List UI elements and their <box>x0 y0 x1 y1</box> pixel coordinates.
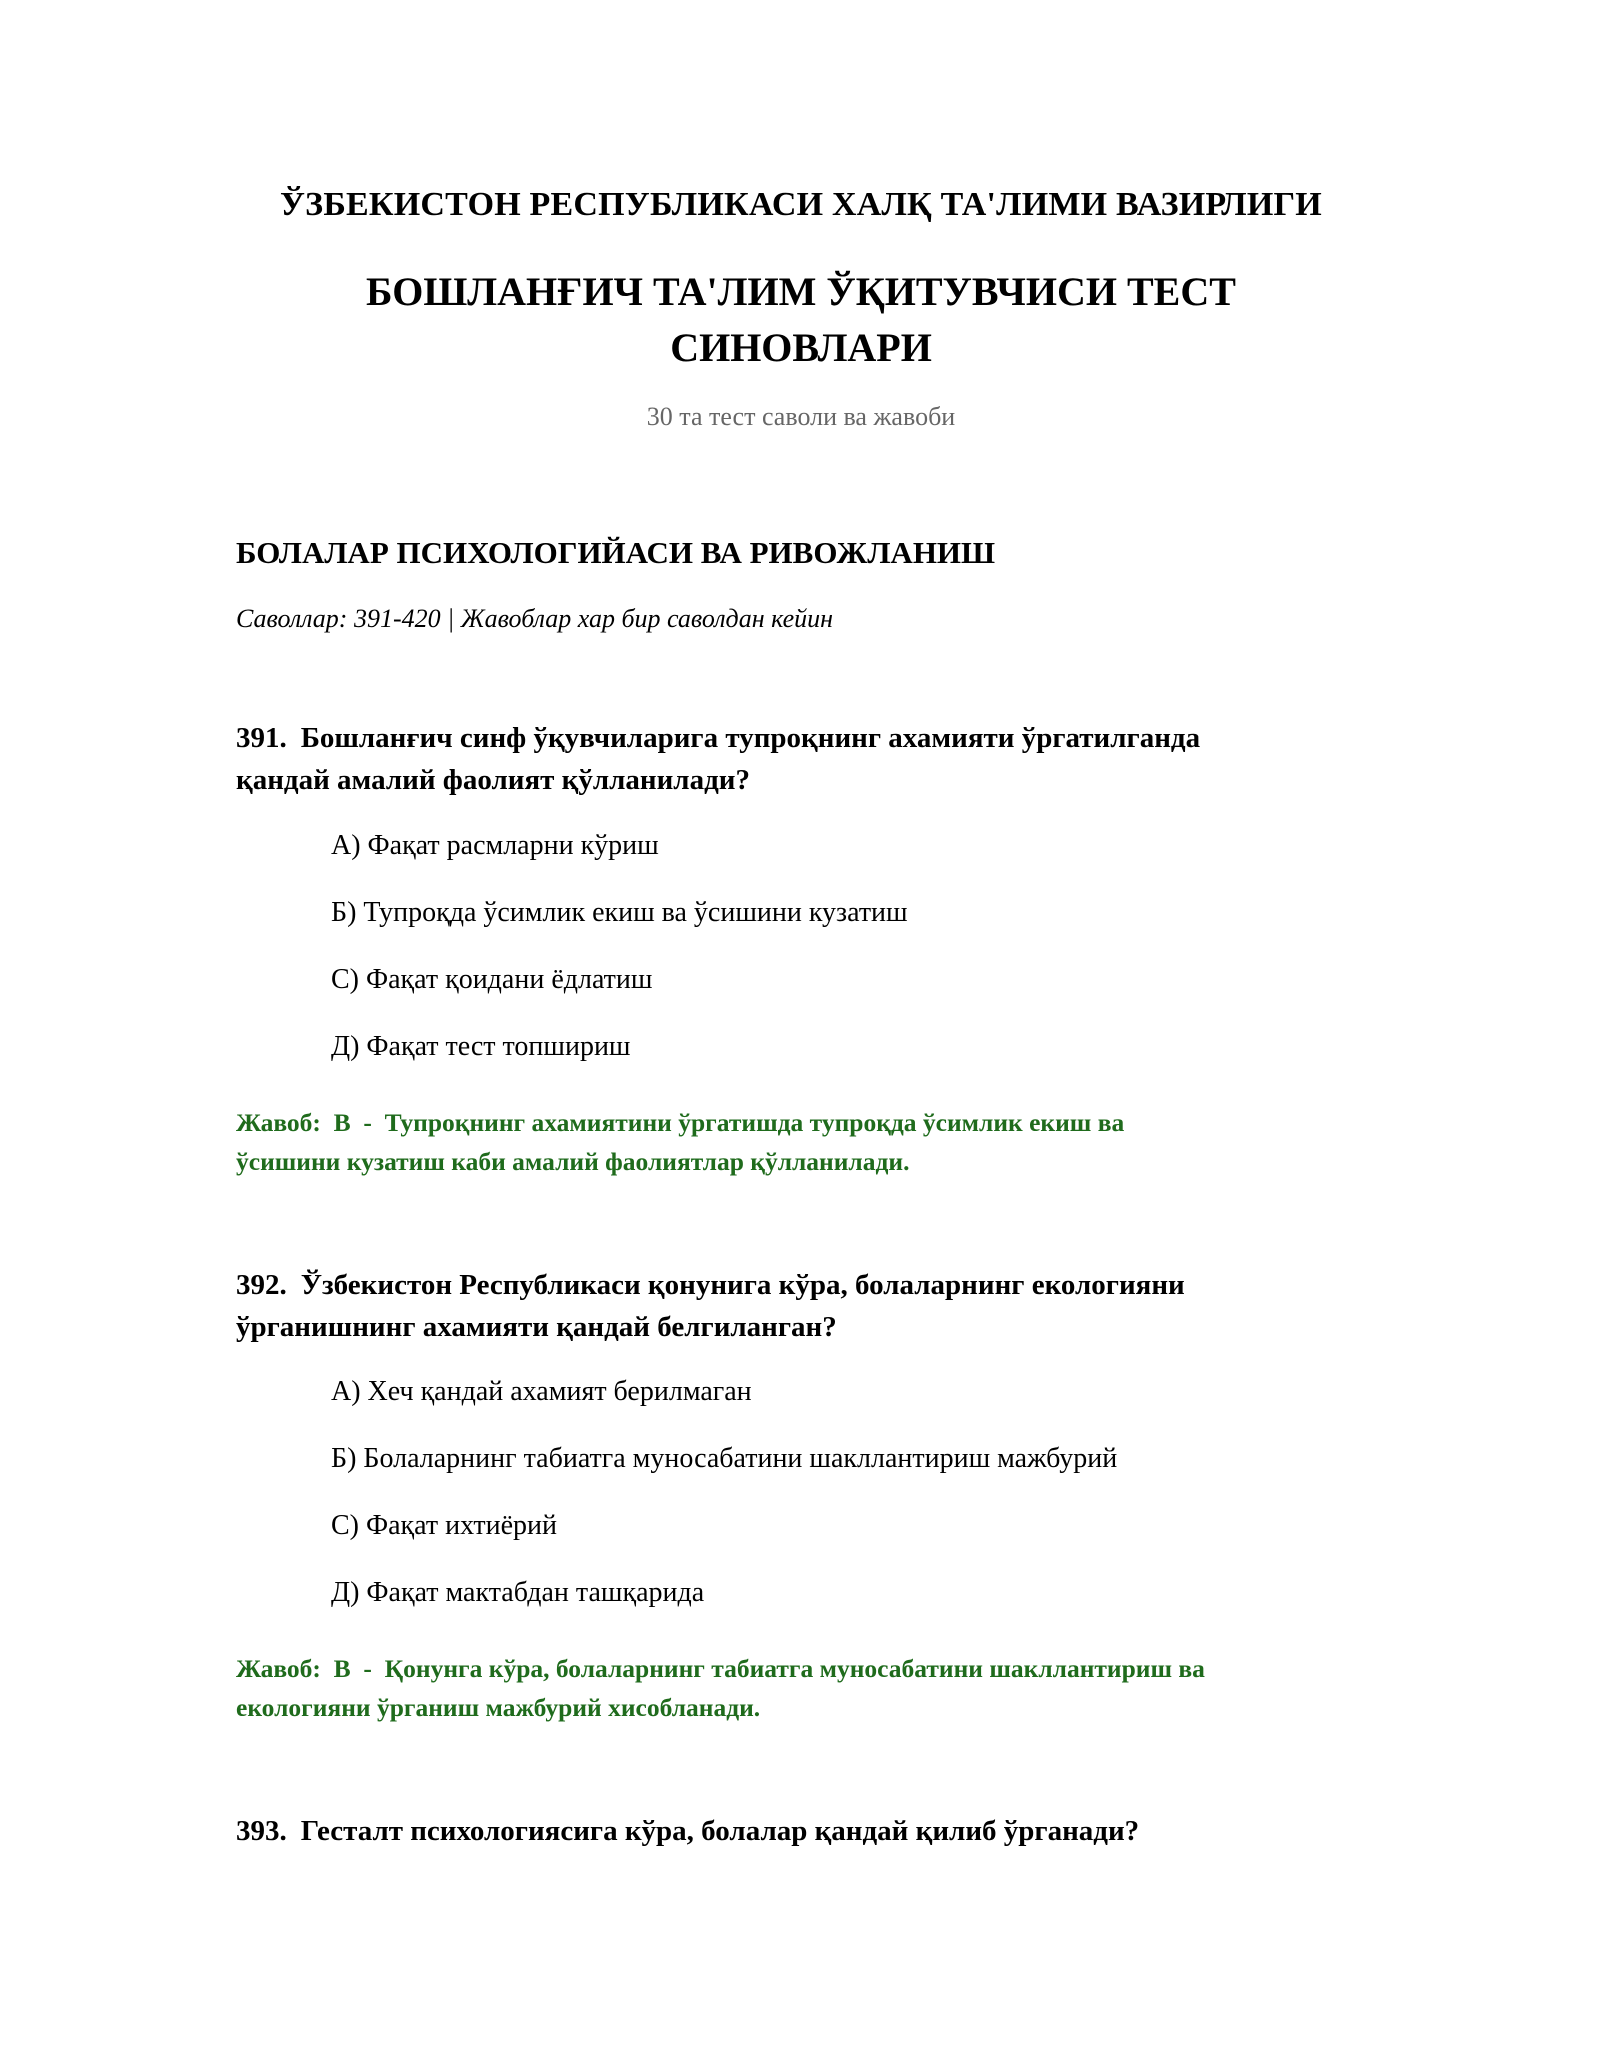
option-a: А) Хеч қандай ахамият берилмаган <box>331 1376 752 1407</box>
answer-392 <box>236 1649 1366 1727</box>
question-text: Гесталт психологиясига кўра, болалар қандай қилиб ўрганади? <box>300 1815 1140 1847</box>
question-text-line-2: ўрганишнинг ахамияти қандай белгиланган? <box>236 1311 837 1343</box>
question-text-line-2: қандай амалий фаолият қўлланилади? <box>236 764 750 796</box>
question-number: 392. <box>236 1269 287 1301</box>
option-b: Б) Тупроқда ўсимлик екиш ва ўсишини кузатиш <box>331 897 908 928</box>
question-393 <box>236 1810 1366 1852</box>
document-subtitle: 30 та тест саволи ва жавоби <box>646 402 956 431</box>
option-d: Д) Фақат тест топшириш <box>331 1031 631 1062</box>
question-text-line-1 <box>236 1810 1366 1852</box>
section-title: БОЛАЛАР ПСИХОЛОГИЙАСИ ВА РИВОЖЛАНИШ <box>236 535 996 570</box>
answer-391 <box>236 1103 1366 1181</box>
answer-line-1: Жавоб: B - Тупроқнинг ахамиятини ўргатишда тупроқда ўсимлик екиш ва <box>236 1108 1125 1137</box>
option-a: А) Фақат расмларни кўриш <box>331 830 659 861</box>
answer-line-2: екологияни ўрганиш мажбурий хисобланади. <box>236 1693 761 1722</box>
document-title-line-1: БОШЛАНҒИЧ ТА'ЛИМ ЎҚИТУВЧИСИ ТЕСТ <box>366 269 1236 314</box>
question-text: Ўзбекистон Республикаси қонунига кўра, болаларнинг екологияни <box>300 1269 1185 1301</box>
ministry-heading: ЎЗБЕКИСТОН РЕСПУБЛИКАСИ ХАЛҚ ТА'ЛИМИ ВАЗИРЛИГИ <box>280 186 1322 223</box>
answer-line-1: Жавоб: B - Қонунга кўра, болаларнинг табиатга муносабатини шакллантириш ва <box>236 1654 1205 1683</box>
option-d: Д) Фақат мактабдан ташқарида <box>331 1577 705 1608</box>
question-text-line-1 <box>236 717 1366 759</box>
question-number: 391. <box>236 722 287 754</box>
question-number: 393. <box>236 1815 287 1847</box>
question-391 <box>236 717 1366 801</box>
answer-line-2: ўсишини кузатиш каби амалий фаолиятлар қўлланилади. <box>236 1147 910 1176</box>
question-392 <box>236 1264 1366 1348</box>
document-title <box>236 264 1366 376</box>
question-text-line-1 <box>236 1264 1366 1306</box>
document-title-line-2: СИНОВЛАРИ <box>670 325 932 370</box>
option-b: Б) Болаларнинг табиатга муносабатини шакллантириш мажбурий <box>331 1443 1118 1474</box>
section-meta: Саволлар: 391-420 | Жавоблар хар бир саволдан кейин <box>236 604 834 633</box>
question-text: Бошланғич синф ўқувчиларига тупроқнинг ахамияти ўргатилганда <box>300 722 1201 754</box>
option-c: С) Фақат қоидани ёдлатиш <box>331 964 653 995</box>
option-c: С) Фақат ихтиёрий <box>331 1510 557 1541</box>
